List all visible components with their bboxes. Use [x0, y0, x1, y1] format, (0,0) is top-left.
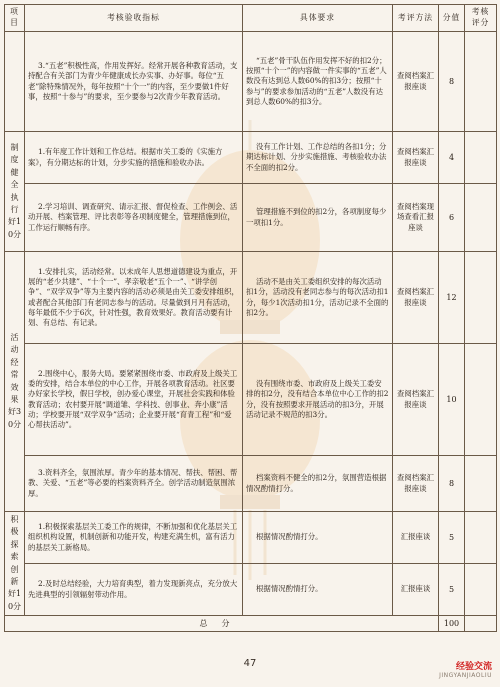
score-cell: 12: [439, 252, 465, 344]
requirement-cell: 档案资料不健全的扣2分，氛围营造根据情况酌情打分。: [243, 456, 393, 512]
method-cell: 查阅档案汇报座谈: [393, 344, 439, 456]
header-indicator: 考核验收指标: [25, 5, 243, 32]
rating-cell: [465, 564, 497, 616]
indicator-cell: 1.积极探索基层关工委工作的规律，不断加强和优化基层关工组织机构设置，机制创新和功能开发，构建充满生机，富有活力的基层关工新格局。: [25, 512, 243, 564]
indicator-cell: 2.围绕中心，服务大局。要紧紧围绕市委、市政府及上级关工委的安排，结合本单位的中心工作，开展各项教育活动。社区要办好家长学校，假日学校，创办爱心课堂，开展社会实践和体验教育活动；农村要开展“调道雏、学科技、创事业、奔小康”活动；学校要开展“双学双争”活动；企业要开展“育青工程”和“爱心帮扶活动”。: [25, 344, 243, 456]
indicator-cell: 2.及时总结经验，大力培育典型，着力发现新亮点，充分放大先进典型的引领辐射带动作用。: [25, 564, 243, 616]
requirement-cell: 活动不是由关工委组织安排的每次活动扣1分，活动没有老同志参与的每次活动扣1分，每少1次活动扣1分，活动记录不全面的扣2分。: [243, 252, 393, 344]
table-row: [5, 32, 497, 132]
table-row: [5, 252, 497, 344]
method-cell: 汇报座谈: [393, 512, 439, 564]
method-cell: 汇报座谈: [393, 564, 439, 616]
logo-text-en: JINGYANJIAOLIU: [439, 672, 492, 679]
method-cell: 查阅档案现场查看汇报座谈: [393, 184, 439, 252]
category-cell-empty: [5, 32, 25, 132]
requirement-cell: 根据情况酌情打分。: [243, 564, 393, 616]
indicator-cell: 3.“五老”积极性高，作用发挥好。经常开展各种教育活动，支持配合有关部门为青少年健康成长办实事、办好事。每位“五老”除特殊情况外，每年按照“十个一”的内容，至少要做1件好事，按照“十参与”的要求，至少要参与2次青少年教育活动。: [25, 32, 243, 132]
score-cell: 6: [439, 184, 465, 252]
logo-text-cn: 经验交流: [455, 662, 492, 672]
category-system: 制度健全执行好10分: [5, 132, 25, 252]
score-cell: 10: [439, 344, 465, 456]
requirement-cell: 根据情况酌情打分。: [243, 512, 393, 564]
method-cell: 查阅档案汇报座谈: [393, 132, 439, 184]
indicator-cell: 1.安排扎实，活动经常。以未成年人思想道德建设为重点，开展的“老少共建”、“十个一”、孝亲敬老“五个一”、“讲学创争”、“双学双争”等为主要内容的活动必须是由关工委安排组织，或者配合其他部门有老同志参与的活动。尽量做到月月有活动，每年最低不少于6次，针对性强，教育效果好。教育活动要有计划、有总结、有记录。: [25, 252, 243, 344]
method-cell: 查阅档案汇报座谈: [393, 32, 439, 132]
table-row: [5, 132, 497, 184]
requirement-cell: 管理措施不到位的扣2分，各项制度每少一项扣1分。: [243, 184, 393, 252]
category-innovation: 积极探索创新好10分: [5, 512, 25, 616]
indicator-cell: 2.学习培训、调查研究、请示汇报、督促检查、工作例会、活动开展、档案管理、评比表彰等各项制度健全，管理措施到位，工作运行顺畅有序。: [25, 184, 243, 252]
header-rating: 考核评分: [465, 5, 497, 32]
rating-cell: [465, 32, 497, 132]
score-cell: 5: [439, 512, 465, 564]
page-number: 47: [243, 658, 257, 669]
header-score: 分值: [439, 5, 465, 32]
category-activity: 活动经常效果好30分: [5, 252, 25, 512]
rating-cell: [465, 456, 497, 512]
table-row: [5, 512, 497, 564]
rating-cell: [465, 344, 497, 456]
method-cell: 查阅档案汇报座谈: [393, 456, 439, 512]
rating-cell: [465, 512, 497, 564]
total-rating-cell: [465, 616, 497, 632]
rating-cell: [465, 252, 497, 344]
table-row: [5, 564, 497, 616]
indicator-cell: 3.资料齐全，氛围浓厚。青少年的基本情况、帮扶、帮困、帮教、关爱、“五老”等必要的档案资料齐全。创学活动制造氛围浓厚。: [25, 456, 243, 512]
total-score: 100: [439, 616, 465, 632]
header-method: 考评方法: [393, 5, 439, 32]
rating-cell: [465, 184, 497, 252]
requirement-cell: 没有围绕市委、市政府及上级关工委安排的扣2分，没有结合本单位中心工作的扣2分，没有按照要求开展活动的扣3分，开展活动记录不规范的扣3分。: [243, 344, 393, 456]
header-item: 项目: [5, 5, 25, 32]
score-cell: 5: [439, 564, 465, 616]
score-cell: 4: [439, 132, 465, 184]
score-cell: 8: [439, 32, 465, 132]
assessment-table: [4, 4, 497, 632]
table-row: [5, 184, 497, 252]
requirement-cell: “五老”骨干队伍作用发挥不好的扣2分；按照“十个一”的内容做一件实事的“五老”人数没有达到总人数60%的扣3分；按照“十参与”的要求参加活动的“五老”人数没有达到总人数60%的扣3分。: [243, 32, 393, 132]
table-row: [5, 344, 497, 456]
requirement-cell: 没有工作计划、工作总结的各扣1分；分期达标计划、分步实施措施、考核验收办法不全面的扣2分。: [243, 132, 393, 184]
rating-cell: [465, 132, 497, 184]
table-header-row: [5, 5, 497, 32]
score-cell: 8: [439, 456, 465, 512]
section-logo: [439, 659, 492, 679]
header-requirement: 具体要求: [243, 5, 393, 32]
total-row: [5, 616, 497, 632]
indicator-cell: 1.有年度工作计划和工作总结。根据市关工委的《实施方案》，有分期达标的计划，分步实施的措施和验收办法。: [25, 132, 243, 184]
table-row: [5, 456, 497, 512]
method-cell: 查阅档案汇报座谈: [393, 252, 439, 344]
total-label: 总分: [5, 616, 439, 632]
